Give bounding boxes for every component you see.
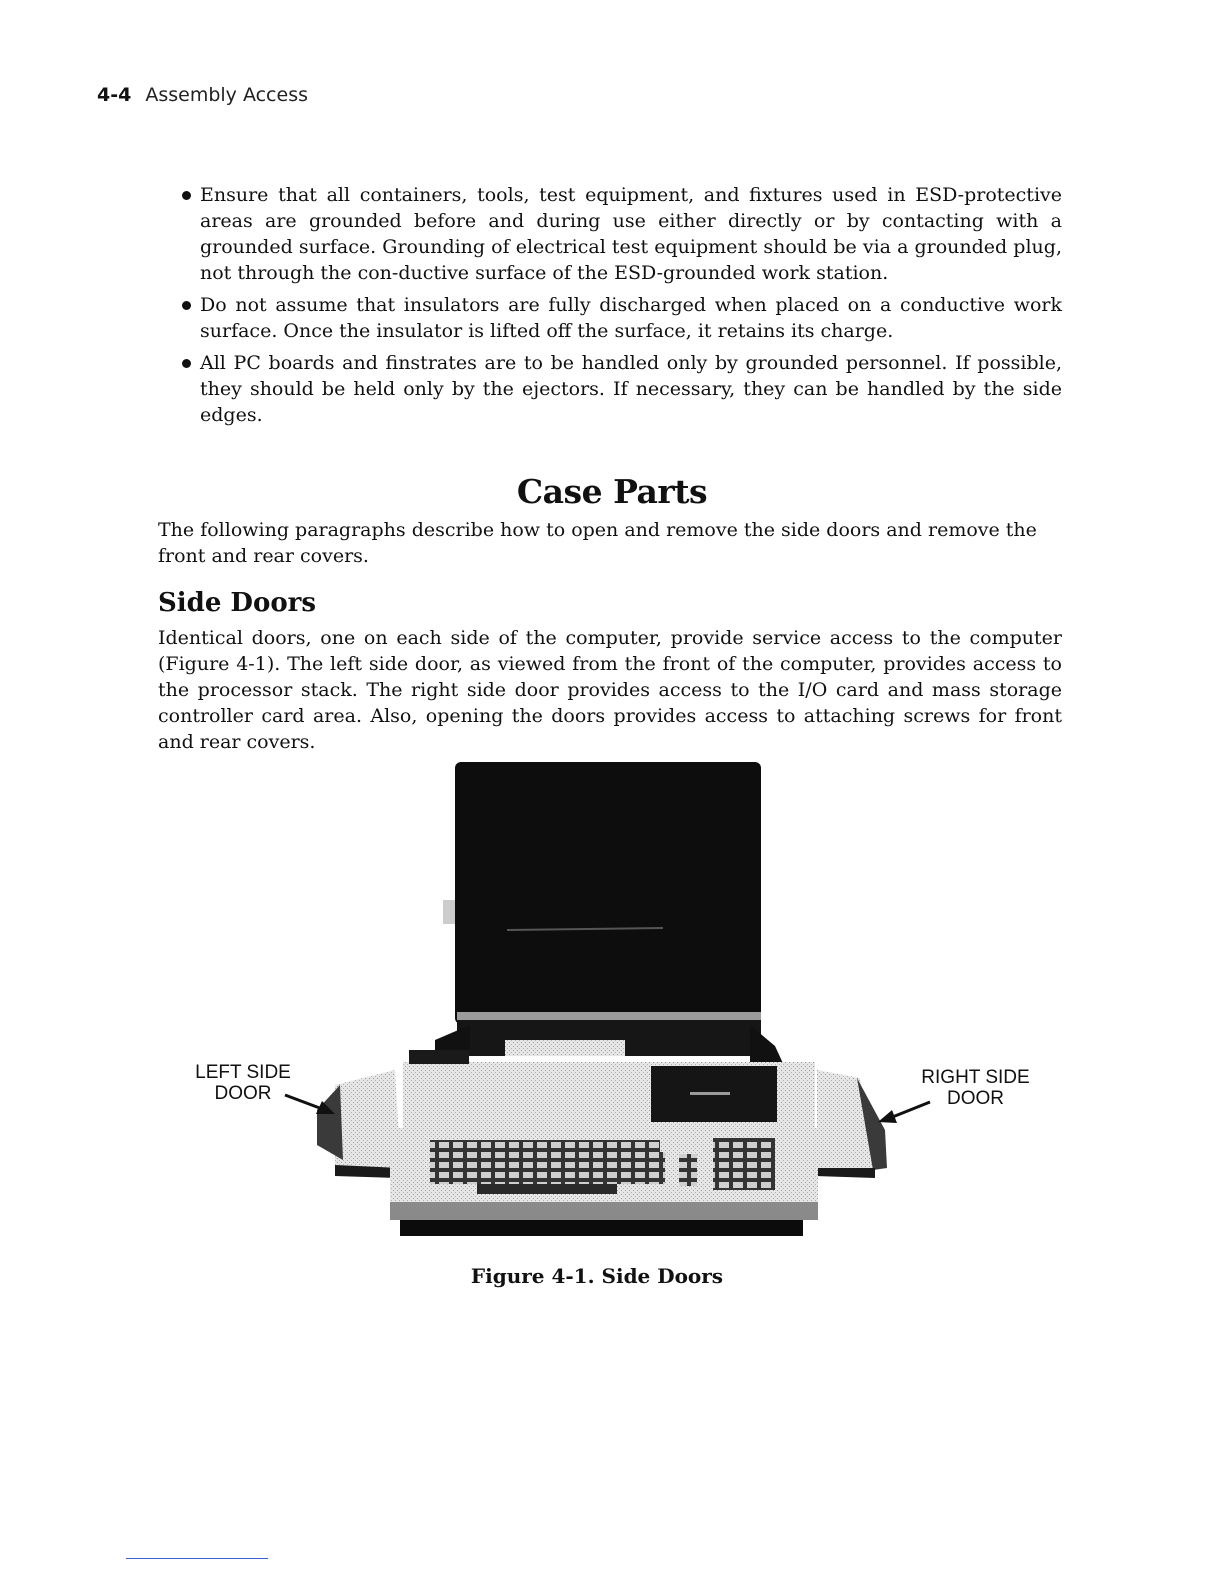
section-intro: The following paragraphs describe how to open and remove the side doors and remove the front and rear covers.: [158, 519, 1037, 567]
running-head: [97, 84, 308, 106]
bullet-icon: [182, 191, 191, 200]
list-item: [182, 350, 1062, 428]
subsection-title: Side Doors: [158, 588, 316, 618]
esd-bullet-list: [182, 182, 1062, 434]
monitor-screen: [455, 762, 761, 1024]
bullet-text: Ensure that all containers, tools, test equipment, and fixtures used in ESD-protective areas are grounded before and during use either directly or by contacting with a grounded surface. Grounding of electrical test equipment should be via a grounded plug, not through the con-ductive surface of the ESD-grounded work station.: [200, 184, 1062, 284]
list-item: [182, 182, 1062, 286]
bullet-icon: [182, 359, 191, 368]
page-number: 4-4: [97, 84, 132, 106]
computer-illustration: [185, 750, 1045, 1250]
figure-caption: Figure 4-1. Side Doors: [470, 1264, 724, 1288]
side-doors-figure: [185, 750, 1045, 1250]
bullet-text: All PC boards and finstrates are to be handled only by grounded personnel. If possible, they should be held only by the ejectors. If necessary, they can be handled by the side edges.: [200, 352, 1062, 426]
bullet-icon: [182, 301, 191, 310]
footer-rule: [126, 1558, 268, 1559]
bullet-text: Do not assume that insulators are fully discharged when placed on a conductive work surface. Once the insulator is lifted off the surface, it retains its charge.: [200, 294, 1062, 342]
chapter-title: Assembly Access: [145, 84, 308, 106]
subsection-body: Identical doors, one on each side of the computer, provide service access to the computer (Figure 4-1). The left side door, as viewed from the front of the computer, provides access to the processor stack. The right side door provides access to the I/O card and mass storage controller card area. Also, opening the doors provides access to attaching screws for front and rear covers.: [158, 627, 1062, 753]
left-side-door-label: LEFT SIDE DOOR: [195, 1062, 291, 1104]
section-title: Case Parts: [516, 472, 708, 511]
right-side-door-label: RIGHT SIDE DOOR: [921, 1067, 1030, 1109]
list-item: [182, 292, 1062, 344]
